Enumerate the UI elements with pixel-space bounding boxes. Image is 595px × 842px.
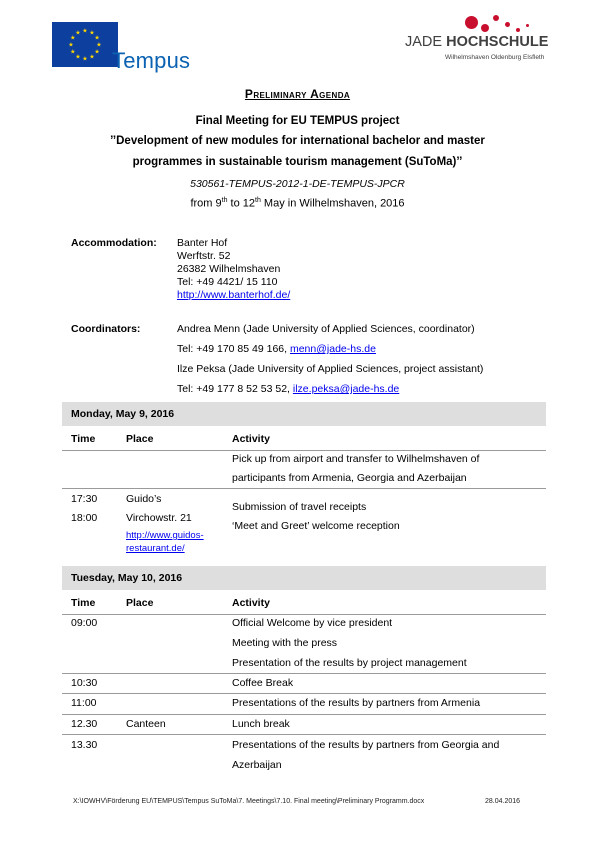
eu-star-icon: ★ [94, 49, 100, 56]
activity-opening: Official Welcome by vice president Meeting with the press Presentation of the results by project management [232, 617, 467, 669]
guidos-website-link[interactable]: http://www.guidos- restaurant.de/ [126, 530, 204, 554]
coordinator-1-name: Andrea Menn (Jade University of Applied Sciences, coordinator) [177, 323, 475, 335]
coordinators-label: Coordinators: [71, 323, 141, 335]
time-cell: 17:30 18:00 [71, 493, 98, 524]
row-divider [62, 714, 546, 715]
row-divider [62, 673, 546, 674]
column-header-place: Place [126, 433, 154, 445]
coordinator-1-email-link[interactable]: menn@jade-hs.de [289, 343, 376, 355]
footer-date: 28.04.2016 [485, 798, 521, 805]
column-header-place: Place [126, 597, 154, 609]
time-cell: 10:30 [71, 677, 98, 689]
accommodation-address: Banter Hof Werftstr. 52 26382 Wilhelmshaven Tel: +49 4421/ 15 110 http://www.banterhof.de/ [177, 237, 291, 301]
eu-flag-logo [52, 22, 118, 67]
day-header-tuesday: Tuesday, May 10, 2016 [62, 566, 546, 590]
eu-star-icon: ★ [82, 28, 88, 35]
project-title-line-2: programmes in sustainable tourism management (SuToMa)’’ [132, 156, 463, 168]
column-header-time: Time [71, 433, 96, 445]
agenda-heading: Preliminary Agenda [244, 87, 351, 101]
coordinator-2-email-link[interactable]: ilze.peksa@jade-hs.de [292, 383, 400, 395]
eu-star-icon: ★ [75, 54, 81, 61]
row-divider [62, 614, 546, 615]
eu-star-icon: ★ [70, 35, 76, 42]
accommodation-label: Accommodation: [71, 237, 157, 249]
column-header-activity: Activity [232, 597, 270, 609]
jade-logo-text: JADE HOCHSCHULE [405, 34, 549, 50]
coordinator-2-contact: Tel: +49 177 8 52 53 52, ilze.peksa@jade-hs.de [177, 383, 400, 395]
place-canteen: Canteen [126, 718, 166, 730]
activity-armenia-presentations: Presentations of the results by partners from Armenia [232, 697, 481, 709]
coordinator-1-contact: Tel: +49 170 85 49 166, menn@jade-hs.de [177, 343, 376, 355]
time-cell: 13.30 [71, 739, 98, 751]
eu-star-icon: ★ [82, 56, 88, 63]
jade-hochschule-logo [405, 12, 560, 72]
activity-georgia-azerbaijan-presentations: Presentations of the results by partners from Georgia and Azerbaijan [232, 739, 500, 771]
eu-star-icon: ★ [96, 42, 102, 49]
meeting-title: Final Meeting for EU TEMPUS project [195, 115, 400, 127]
coordinator-2-name: Ilze Peksa (Jade University of Applied Sciences, project assistant) [177, 363, 484, 375]
row-divider [62, 693, 546, 694]
footer-file-path: X:\IOWHV\Förderung EU\TEMPUS\Tempus SuToMa\7. Meetings\7.10. Final meeting\Preliminary Programm.docx [73, 798, 425, 805]
hotel-website-link[interactable]: http://www.banterhof.de/ [177, 289, 291, 301]
eu-star-icon: ★ [94, 35, 100, 42]
eu-star-icon: ★ [75, 30, 81, 37]
activity-airport-pickup: Pick up from airport and transfer to Wilhelmshaven of participants from Armenia, Georgia and Azerbaijan [232, 453, 480, 484]
eu-star-icon: ★ [89, 30, 95, 37]
eu-star-icon: ★ [70, 49, 76, 56]
column-header-activity: Activity [232, 433, 270, 445]
time-cell: 12.30 [71, 718, 98, 730]
eu-star-icon: ★ [89, 54, 95, 61]
time-cell: 09:00 [71, 617, 98, 629]
row-divider [62, 450, 546, 451]
row-divider [62, 488, 546, 489]
meeting-dates: from 9th to 12th May in Wilhelmshaven, 2016 [190, 197, 405, 210]
day-header-monday: Monday, May 9, 2016 [62, 402, 546, 426]
activity-coffee-break: Coffee Break [232, 677, 294, 689]
project-title-line-1: ’’Development of new modules for international bachelor and master [110, 135, 485, 147]
activity-welcome: Submission of travel receipts ‘Meet and Greet’ welcome reception [232, 501, 400, 532]
activity-lunch-break: Lunch break [232, 718, 290, 730]
place-guidos: Guido’s Virchowstr. 21 http://www.guidos- restaurant.de/ [126, 493, 204, 554]
project-code: 530561-TEMPUS-2012-1-DE-TEMPUS-JPCR [190, 178, 405, 190]
jade-logo-subtitle: Wilhelmshaven Oldenburg Elsfleth [445, 54, 545, 61]
tempus-logo-text: Tempus [112, 48, 191, 73]
column-header-time: Time [71, 597, 96, 609]
eu-star-icon: ★ [68, 42, 74, 49]
time-cell: 11:00 [71, 697, 97, 709]
row-divider [62, 734, 546, 735]
